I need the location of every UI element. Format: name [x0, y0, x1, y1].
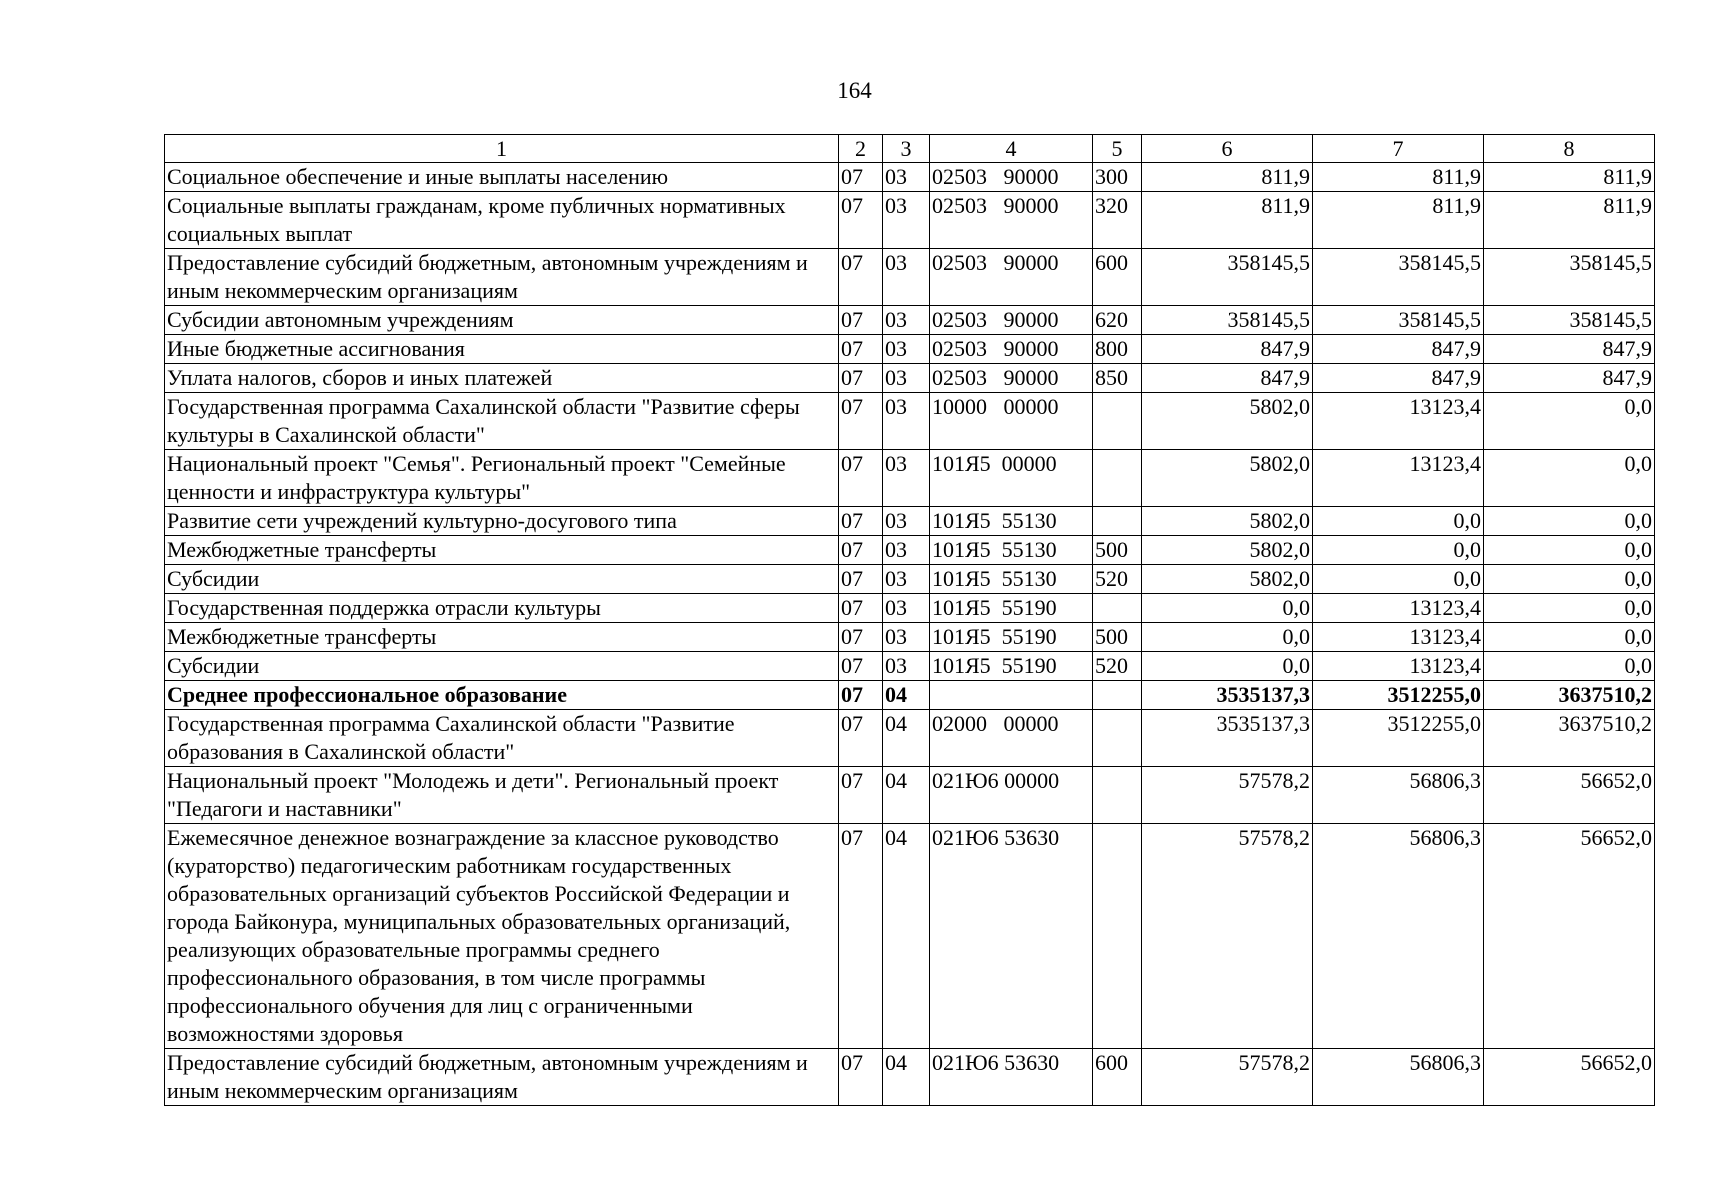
row-subsection-cell: 04 [883, 1049, 930, 1106]
row-amount-col8-cell: 0,0 [1484, 565, 1655, 594]
table-row [165, 594, 1655, 623]
row-expense-type-cell [1093, 393, 1142, 450]
row-expense-type-cell: 520 [1093, 652, 1142, 681]
budget-table [164, 134, 1655, 1106]
table-row [165, 364, 1655, 393]
row-subsection-cell: 03 [883, 163, 930, 192]
row-target-article-cell: 10000 00000 [930, 393, 1093, 450]
row-amount-col6-cell: 3535137,3 [1142, 710, 1313, 767]
row-amount-col7-cell: 0,0 [1313, 565, 1484, 594]
row-expense-type-cell [1093, 710, 1142, 767]
row-expense-type-cell: 320 [1093, 192, 1142, 249]
row-subsection-cell: 03 [883, 536, 930, 565]
row-amount-col7-cell: 56806,3 [1313, 767, 1484, 824]
row-amount-col6-cell: 0,0 [1142, 623, 1313, 652]
row-amount-col7-cell: 13123,4 [1313, 393, 1484, 450]
row-amount-col8-cell: 0,0 [1484, 594, 1655, 623]
row-amount-col6-cell: 5802,0 [1142, 507, 1313, 536]
header-cell: 8 [1484, 135, 1655, 163]
row-amount-col7-cell: 13123,4 [1313, 652, 1484, 681]
row-subsection-cell: 04 [883, 824, 930, 1049]
row-amount-col8-cell: 358145,5 [1484, 249, 1655, 306]
table-row [165, 623, 1655, 652]
row-amount-col7-cell: 358145,5 [1313, 306, 1484, 335]
row-amount-col6-cell: 847,9 [1142, 335, 1313, 364]
table-row [165, 163, 1655, 192]
row-amount-col7-cell: 847,9 [1313, 364, 1484, 393]
row-name-cell: Национальный проект "Семья". Региональный проект "Семейные ценности и инфраструктура культуры" [165, 450, 839, 507]
row-section-cell: 07 [839, 824, 883, 1049]
row-subsection-cell: 03 [883, 364, 930, 393]
row-amount-col8-cell: 0,0 [1484, 652, 1655, 681]
row-amount-col7-cell: 811,9 [1313, 163, 1484, 192]
row-amount-col7-cell: 3512255,0 [1313, 681, 1484, 710]
row-amount-col8-cell: 0,0 [1484, 393, 1655, 450]
header-cell: 7 [1313, 135, 1484, 163]
row-section-cell: 07 [839, 393, 883, 450]
row-section-cell: 07 [839, 306, 883, 335]
row-section-cell: 07 [839, 450, 883, 507]
row-amount-col6-cell: 358145,5 [1142, 306, 1313, 335]
row-expense-type-cell: 620 [1093, 306, 1142, 335]
row-amount-col8-cell: 56652,0 [1484, 1049, 1655, 1106]
row-amount-col8-cell: 847,9 [1484, 364, 1655, 393]
row-amount-col7-cell: 358145,5 [1313, 249, 1484, 306]
table-row [165, 536, 1655, 565]
table-row [165, 767, 1655, 824]
row-amount-col8-cell: 811,9 [1484, 163, 1655, 192]
row-amount-col6-cell: 811,9 [1142, 163, 1313, 192]
row-amount-col7-cell: 13123,4 [1313, 594, 1484, 623]
row-amount-col6-cell: 358145,5 [1142, 249, 1313, 306]
row-expense-type-cell [1093, 507, 1142, 536]
row-section-cell: 07 [839, 364, 883, 393]
row-target-article-cell: 02503 90000 [930, 306, 1093, 335]
row-amount-col8-cell: 847,9 [1484, 335, 1655, 364]
table-row [165, 824, 1655, 1049]
row-target-article-cell: 101Я5 00000 [930, 450, 1093, 507]
table-row [165, 249, 1655, 306]
row-expense-type-cell: 600 [1093, 1049, 1142, 1106]
row-expense-type-cell [1093, 767, 1142, 824]
row-amount-col7-cell: 0,0 [1313, 536, 1484, 565]
row-target-article-cell: 021Ю6 53630 [930, 824, 1093, 1049]
row-amount-col6-cell: 5802,0 [1142, 565, 1313, 594]
row-amount-col8-cell: 0,0 [1484, 450, 1655, 507]
table-row [165, 306, 1655, 335]
row-amount-col6-cell: 5802,0 [1142, 450, 1313, 507]
row-amount-col6-cell: 847,9 [1142, 364, 1313, 393]
row-subsection-cell: 03 [883, 335, 930, 364]
row-name-cell: Государственная программа Сахалинской области "Развитие образования в Сахалинской области" [165, 710, 839, 767]
row-name-cell: Субсидии автономным учреждениям [165, 306, 839, 335]
row-subsection-cell: 03 [883, 652, 930, 681]
row-name-cell: Социальные выплаты гражданам, кроме публичных нормативных социальных выплат [165, 192, 839, 249]
row-amount-col7-cell: 0,0 [1313, 507, 1484, 536]
row-target-article-cell: 101Я5 55130 [930, 507, 1093, 536]
row-expense-type-cell [1093, 681, 1142, 710]
row-name-cell: Социальное обеспечение и иные выплаты населению [165, 163, 839, 192]
header-cell: 4 [930, 135, 1093, 163]
row-amount-col8-cell: 3637510,2 [1484, 710, 1655, 767]
row-name-cell: Государственная программа Сахалинской области "Развитие сферы культуры в Сахалинской области" [165, 393, 839, 450]
row-section-cell: 07 [839, 1049, 883, 1106]
row-section-cell: 07 [839, 565, 883, 594]
table-row [165, 192, 1655, 249]
table-row [165, 393, 1655, 450]
row-subsection-cell: 03 [883, 450, 930, 507]
row-target-article-cell: 02503 90000 [930, 163, 1093, 192]
row-name-cell: Предоставление субсидий бюджетным, автономным учреждениям и иным некоммерческим организациям [165, 249, 839, 306]
row-amount-col6-cell: 57578,2 [1142, 1049, 1313, 1106]
row-name-cell: Иные бюджетные ассигнования [165, 335, 839, 364]
row-section-cell: 07 [839, 681, 883, 710]
row-amount-col8-cell: 811,9 [1484, 192, 1655, 249]
header-cell: 1 [165, 135, 839, 163]
row-subsection-cell: 03 [883, 507, 930, 536]
row-name-cell: Государственная поддержка отрасли культуры [165, 594, 839, 623]
page-number: 164 [837, 78, 872, 103]
row-amount-col6-cell: 5802,0 [1142, 393, 1313, 450]
row-name-cell: Межбюджетные трансферты [165, 623, 839, 652]
row-name-cell: Уплата налогов, сборов и иных платежей [165, 364, 839, 393]
row-amount-col8-cell: 3637510,2 [1484, 681, 1655, 710]
row-subsection-cell: 03 [883, 306, 930, 335]
row-target-article-cell: 021Ю6 00000 [930, 767, 1093, 824]
row-section-cell: 07 [839, 507, 883, 536]
row-section-cell: 07 [839, 249, 883, 306]
row-name-cell: Межбюджетные трансферты [165, 536, 839, 565]
row-section-cell: 07 [839, 710, 883, 767]
row-expense-type-cell [1093, 824, 1142, 1049]
row-section-cell: 07 [839, 652, 883, 681]
row-target-article-cell: 101Я5 55190 [930, 623, 1093, 652]
header-row [165, 135, 1655, 163]
header-cell: 5 [1093, 135, 1142, 163]
row-amount-col6-cell: 5802,0 [1142, 536, 1313, 565]
row-subsection-cell: 04 [883, 710, 930, 767]
row-subsection-cell: 03 [883, 393, 930, 450]
row-amount-col7-cell: 56806,3 [1313, 1049, 1484, 1106]
row-name-cell: Ежемесячное денежное вознаграждение за классное руководство (кураторство) педагогическим работникам государственных образовательных организаций субъектов Российской Федерации и города Байконура, муниципальных образовательных организаций, реализующих образовательные программы среднего профессионального образования, в том числе программы профессионального обучения для лиц с ограниченными возможностями здоровья [165, 824, 839, 1049]
row-amount-col7-cell: 13123,4 [1313, 450, 1484, 507]
header-cell: 2 [839, 135, 883, 163]
row-amount-col7-cell: 56806,3 [1313, 824, 1484, 1049]
row-target-article-cell: 02503 90000 [930, 249, 1093, 306]
row-target-article-cell: 101Я5 55130 [930, 536, 1093, 565]
row-name-cell: Развитие сети учреждений культурно-досугового типа [165, 507, 839, 536]
row-name-cell: Субсидии [165, 565, 839, 594]
row-amount-col6-cell: 0,0 [1142, 652, 1313, 681]
row-subsection-cell: 03 [883, 594, 930, 623]
header-cell: 6 [1142, 135, 1313, 163]
row-subsection-cell: 03 [883, 565, 930, 594]
table-row [165, 565, 1655, 594]
row-amount-col6-cell: 3535137,3 [1142, 681, 1313, 710]
row-target-article-cell: 02503 90000 [930, 364, 1093, 393]
row-section-cell: 07 [839, 536, 883, 565]
table-row [165, 710, 1655, 767]
row-amount-col7-cell: 3512255,0 [1313, 710, 1484, 767]
row-expense-type-cell: 600 [1093, 249, 1142, 306]
row-expense-type-cell: 500 [1093, 623, 1142, 652]
row-amount-col8-cell: 0,0 [1484, 623, 1655, 652]
row-subsection-cell: 03 [883, 623, 930, 652]
row-section-cell: 07 [839, 192, 883, 249]
row-amount-col8-cell: 56652,0 [1484, 824, 1655, 1049]
row-amount-col7-cell: 13123,4 [1313, 623, 1484, 652]
row-expense-type-cell: 520 [1093, 565, 1142, 594]
row-amount-col8-cell: 358145,5 [1484, 306, 1655, 335]
row-target-article-cell [930, 681, 1093, 710]
row-expense-type-cell: 500 [1093, 536, 1142, 565]
row-expense-type-cell: 850 [1093, 364, 1142, 393]
row-name-cell: Национальный проект "Молодежь и дети". Региональный проект "Педагоги и наставники" [165, 767, 839, 824]
row-target-article-cell: 101Я5 55130 [930, 565, 1093, 594]
row-amount-col8-cell: 0,0 [1484, 507, 1655, 536]
row-section-cell: 07 [839, 767, 883, 824]
row-amount-col6-cell: 57578,2 [1142, 767, 1313, 824]
table-row [165, 1049, 1655, 1106]
row-amount-col7-cell: 847,9 [1313, 335, 1484, 364]
row-expense-type-cell: 300 [1093, 163, 1142, 192]
row-target-article-cell: 101Я5 55190 [930, 652, 1093, 681]
row-expense-type-cell [1093, 594, 1142, 623]
row-amount-col8-cell: 0,0 [1484, 536, 1655, 565]
row-amount-col6-cell: 0,0 [1142, 594, 1313, 623]
header-cell: 3 [883, 135, 930, 163]
row-section-cell: 07 [839, 163, 883, 192]
row-section-cell: 07 [839, 335, 883, 364]
row-section-cell: 07 [839, 623, 883, 652]
row-expense-type-cell [1093, 450, 1142, 507]
row-subsection-cell: 04 [883, 681, 930, 710]
table-row [165, 450, 1655, 507]
row-amount-col7-cell: 811,9 [1313, 192, 1484, 249]
table-row [165, 507, 1655, 536]
row-subsection-cell: 03 [883, 192, 930, 249]
row-name-cell: Среднее профессиональное образование [165, 681, 839, 710]
row-target-article-cell: 021Ю6 53630 [930, 1049, 1093, 1106]
table-row [165, 681, 1655, 710]
row-name-cell: Предоставление субсидий бюджетным, автономным учреждениям и иным некоммерческим организациям [165, 1049, 839, 1106]
table-body [165, 163, 1655, 1106]
row-target-article-cell: 02000 00000 [930, 710, 1093, 767]
row-target-article-cell: 101Я5 55190 [930, 594, 1093, 623]
row-target-article-cell: 02503 90000 [930, 335, 1093, 364]
row-amount-col8-cell: 56652,0 [1484, 767, 1655, 824]
row-target-article-cell: 02503 90000 [930, 192, 1093, 249]
row-amount-col6-cell: 57578,2 [1142, 824, 1313, 1049]
row-subsection-cell: 03 [883, 249, 930, 306]
table-row [165, 652, 1655, 681]
table-row [165, 335, 1655, 364]
row-section-cell: 07 [839, 594, 883, 623]
row-amount-col6-cell: 811,9 [1142, 192, 1313, 249]
row-expense-type-cell: 800 [1093, 335, 1142, 364]
row-name-cell: Субсидии [165, 652, 839, 681]
row-subsection-cell: 04 [883, 767, 930, 824]
